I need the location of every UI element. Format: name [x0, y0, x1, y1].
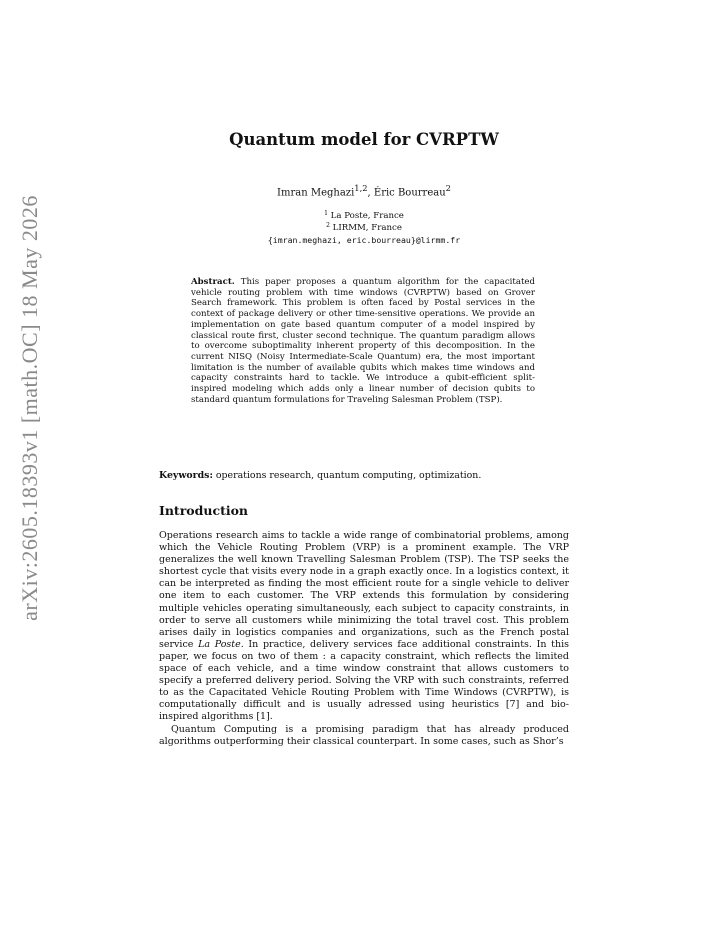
paragraph-text: . In practice, delivery services face additional constraints. In this paper, we focus on two of them : a capacity constraint, which reflects the limited space of each vehicle, and a time window constraint that allows customers to specify a preferred delivery period. Solving the VRP with such constraints, referred to as the Capacitated Vehicle Routing Problem with Time Windows (CVRPTW), is computationally difficult and is usually adressed using heuristics [7] and bio-inspired algorithms [1].	[159, 638, 570, 723]
introduction-body	[159, 530, 569, 748]
affiliation-number: 1	[324, 210, 328, 217]
affiliation-text: LIRMM, France	[332, 223, 402, 233]
keywords	[159, 470, 569, 481]
author-name: Imran Meghazi	[277, 187, 355, 199]
author-affiliation-marker: 1,2	[354, 183, 368, 193]
paragraph-text: Operations research aims to tackle a wide range of combinatorial problems, among which the Vehicle Routing Problem (VRP) is a prominent example. The VRP generalizes the well known Travelling Salesman Problem (TSP). The TSP seeks the shortest cycle that visits every node in a graph exactly once. In a logistics context, it can be interpreted as finding the most efficient route for a single vehicle to deliver one item to each customer. The VRP extends this formulation by considering multiple vehicles operating simultaneously, each subject to capacity constraints, in order to serve all customers while minimizing the total travel cost. This problem arises daily in logistics companies and organizations, such as the French postal service	[159, 530, 569, 650]
author-name: Éric Bourreau	[373, 187, 446, 199]
affiliation-number: 2	[326, 222, 330, 229]
section-heading-introduction: Introduction	[159, 503, 249, 518]
author-separator: ,	[367, 187, 374, 199]
paragraph: Quantum Computing is a promising paradigm that has already produced algorithms outperforming their classical counterpart. In some cases, such as Shor’s	[159, 723, 569, 747]
arxiv-identifier: arXiv:2605.18393v1 [math.OC] 18 May 2026	[17, 195, 42, 621]
abstract	[191, 277, 535, 405]
author-line	[159, 183, 569, 198]
abstract-label: Abstract.	[191, 277, 235, 287]
affiliation-2	[159, 220, 569, 234]
paper-title: Quantum model for CVRPTW	[229, 130, 499, 149]
abstract-text: This paper proposes a quantum algorithm for the capacitated vehicle routing problem with time windows (CVRPTW) based on Grover Search framework. This problem is often faced by Postal services in the context of package delivery or other time-sensitive operations. We provide an implementation on gate based quantum computer of a model inspired by classical route first, cluster second technique. The quantum paradigm allows to overcome suboptimality inherent property of this decomposition. In the current NISQ (Noisy Intermediate-Scale Quantum) era, the most important limitation is the number of available qubits which makes time windows and capacity constraints hard to tackle. We introduce a qubit-efficient split-inspired modeling which adds only a linear number of decision qubits to standard quantum formulations for Traveling Salesman Problem (TSP).	[191, 277, 535, 405]
author-emails: {imran.meghazi, eric.bourreau}@lirmm.fr	[267, 235, 461, 245]
arxiv-identifier-sidebar	[0, 0, 60, 932]
author-affiliation-marker: 2	[445, 183, 451, 193]
italic-text: La Poste	[198, 638, 241, 650]
paragraph	[159, 530, 569, 724]
keywords-text: operations research, quantum computing, optimization.	[215, 470, 482, 481]
affiliation-text: La Poste, France	[330, 211, 404, 221]
keywords-label: Keywords:	[159, 470, 213, 481]
